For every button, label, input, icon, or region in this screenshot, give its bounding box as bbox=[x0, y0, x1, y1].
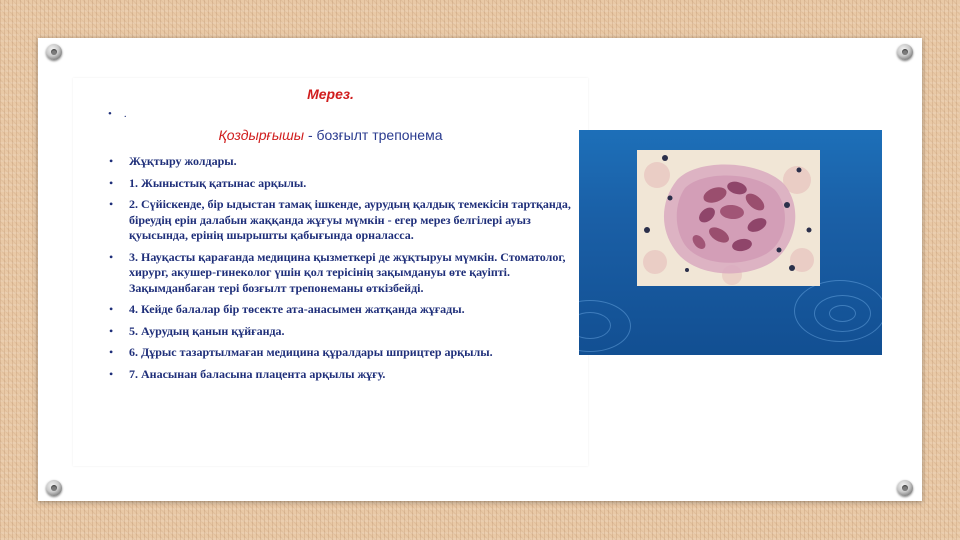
document-title: Мерез. bbox=[307, 86, 354, 102]
list-item: • 6. Дұрыс тазартылмаған медицина құралдары шприцтер арқылы. bbox=[109, 345, 574, 361]
list-item: • 4. Кейде балалар бір төсекте ата-анасымен жатқанда жұғады. bbox=[109, 302, 574, 318]
empty-bullet-line: • . bbox=[108, 108, 127, 120]
document-panel bbox=[73, 78, 588, 466]
list-item: • 7. Анасынан баласына плацента арқылы жұғу. bbox=[109, 367, 574, 383]
blood-cell-illustration bbox=[637, 150, 820, 286]
list-item: • 3. Науқасты қарағанда медицина қызметкері де жұқтыруы мүмкін. Стоматолог, хирург, акушер-гинеколог үшін қол терісінің зақымдануы өте қауіпті. Зақымданбаған тері бозғылт трепонеманы өткізбейді. bbox=[109, 250, 574, 297]
document-subtitle bbox=[73, 127, 588, 143]
pushpin-icon bbox=[46, 44, 62, 60]
list-item: • 1. Жыныстық қатынас арқылы. bbox=[109, 176, 574, 192]
subtitle-emphasis: Қоздырғышы bbox=[218, 127, 305, 143]
list-item: • 5. Аурудың қанын құйғанда. bbox=[109, 324, 574, 340]
bullet-list bbox=[109, 154, 574, 388]
microscope-image bbox=[637, 150, 820, 286]
subtitle-rest: - бозғылт трепонема bbox=[304, 127, 443, 143]
pushpin-icon bbox=[897, 480, 913, 496]
list-item: • Жұқтыру жолдары. bbox=[109, 154, 574, 170]
list-item: • 2. Сүйіскенде, бір ыдыстан тамақ ішкенде, аурудың қалдық темекісін тартқанда, біреудің ерін далабын жаққанда жұғуы мүмкін - егер мерез белгілері ауыз қуысында, ерінің шырышты қабығында орналасса. bbox=[109, 197, 574, 244]
dot-text: . bbox=[123, 108, 127, 120]
pushpin-icon bbox=[897, 44, 913, 60]
pushpin-icon bbox=[46, 480, 62, 496]
